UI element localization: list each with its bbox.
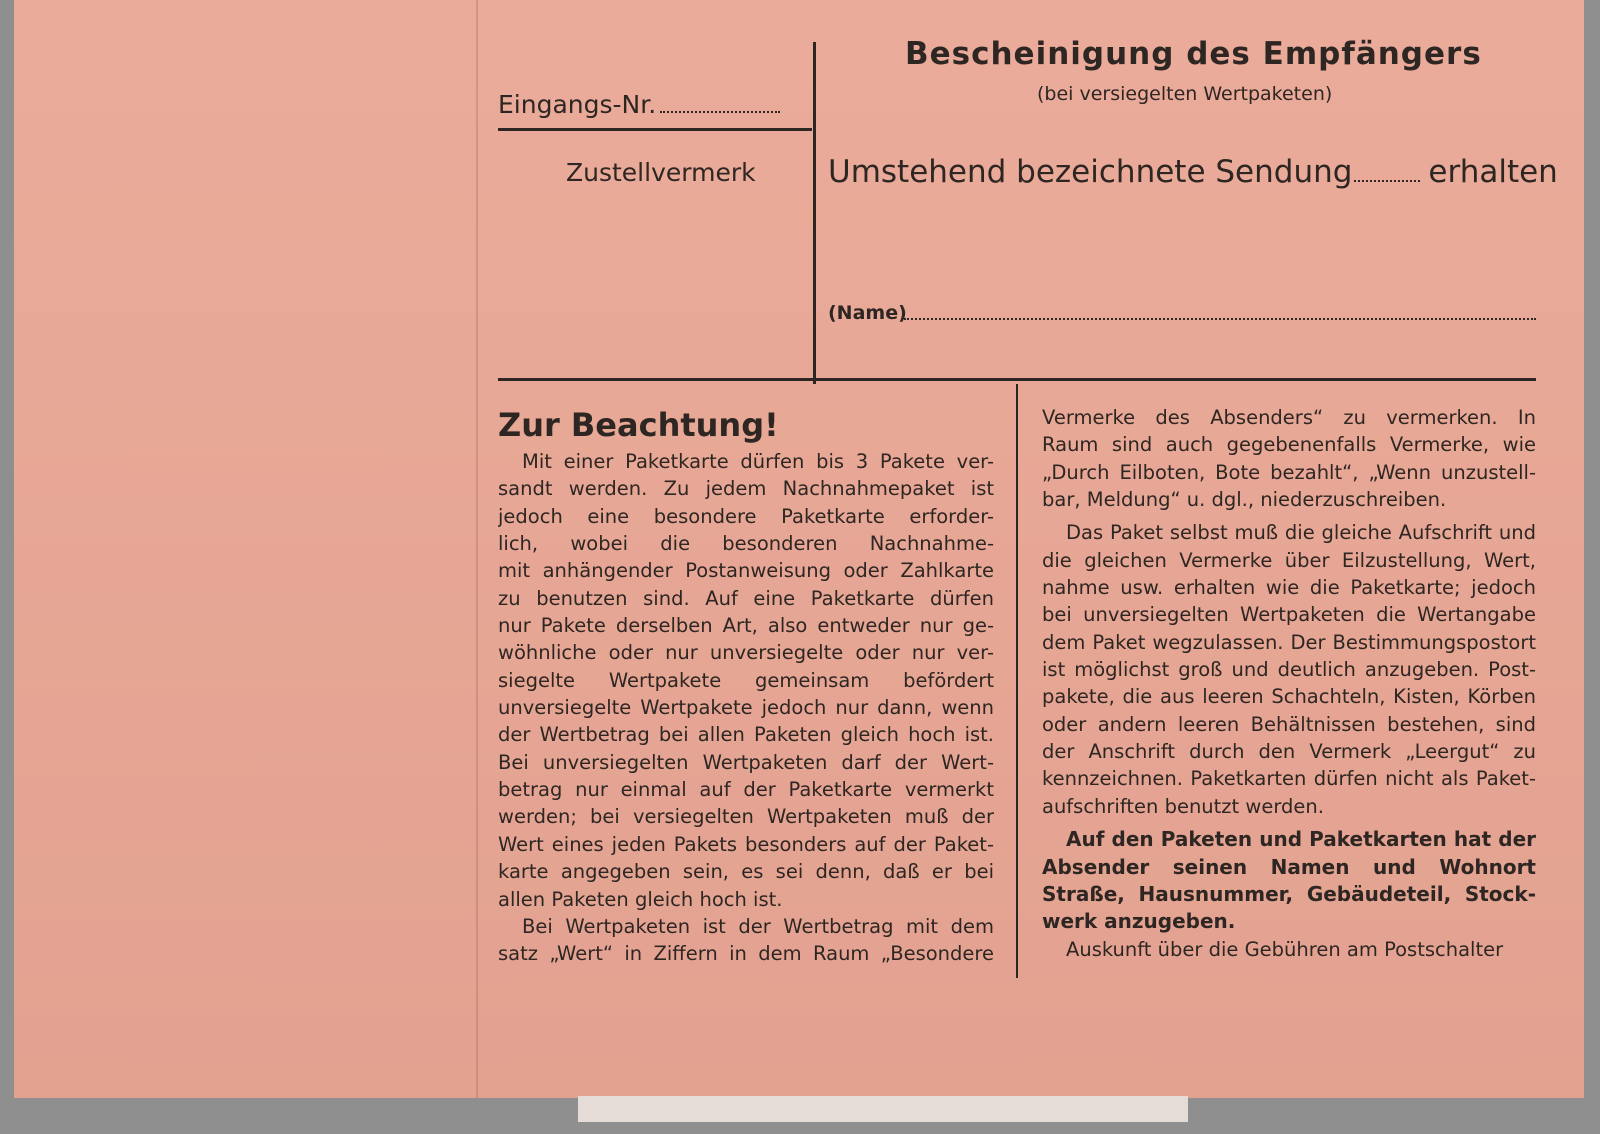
notice-line: oder andern leeren Behältnissen bestehen, sind [1042, 712, 1536, 736]
notice-bold-line: Auf den Paketen und Paketkarten hat der [1066, 827, 1536, 852]
notice-line: allen Paketen gleich hoch ist. [498, 887, 783, 911]
receipt-statement-start: Umstehend bezeichnete Sendung [828, 154, 1353, 190]
eingangs-nr-label: Eingangs-Nr. [498, 90, 657, 119]
zustellvermerk-label: Zustellvermerk [566, 158, 756, 187]
notice-bold-line: Absender seinen Namen und Wohnort [1042, 854, 1536, 879]
notice-line: Vermerke des Absenders“ zu vermerken. In [1042, 406, 1536, 429]
notice-line: betrag nur einmal auf der Paketkarte vermerkt [498, 778, 994, 802]
receipt-dotted-line [1354, 180, 1420, 182]
header-bottom-rule [498, 378, 1536, 381]
notice-line: der Anschrift durch den Vermerk „Leergut“ zu [1042, 740, 1536, 764]
notice-line: unversiegelte Wertpakete jedoch nur dann, wenn [498, 696, 994, 720]
notice-line: sandt werden. Zu jedem Nachnahmepaket ist [498, 477, 994, 501]
notice-line: aufschriften benutzt werden. [1042, 794, 1324, 818]
fold-line [476, 0, 478, 1098]
receipt-statement [828, 154, 1558, 190]
notice-line: die gleichen Vermerke über Eilzustellung, Wert, [1042, 548, 1536, 572]
notice-line: werden; bei versiegelten Wertpaketen muß der [498, 805, 994, 829]
paper-strip [578, 1096, 1188, 1122]
notice-line: nur Pakete derselben Art, also entweder nur ge- [498, 614, 994, 638]
notice-bold-line: Straße, Hausnummer, Gebäudeteil, Stock- [1042, 881, 1536, 906]
notice-line: Wert eines jeden Pakets besonders auf der Paket- [498, 832, 994, 856]
notice-line: wöhnliche oder nur unversiegelte oder nur ver- [498, 641, 994, 665]
eingangs-nr-dotted-line [660, 111, 780, 113]
notice-line: dem Paket wegzulassen. Der Bestimmungspostort [1042, 630, 1536, 654]
notice-line: satz „Wert“ in Ziffern in dem Raum „Besondere [498, 942, 994, 966]
notice-line: lich, wobei die besonderen Nachnahme- [498, 532, 994, 556]
notice-line: nahme usw. erhalten wie die Paketkarte; jedoch [1042, 576, 1536, 600]
notice-line: zu benutzen sind. Auf eine Paketkarte dürfen [498, 586, 994, 610]
eingangs-nr-field [498, 90, 780, 119]
notice-left-column [498, 448, 994, 968]
notice-vertical-divider [1016, 384, 1018, 978]
notice-line: Bei Wertpaketen ist der Wertbetrag mit dem [522, 914, 994, 938]
notice-line: ist möglichst groß und deutlich anzugeben. Post- [1042, 658, 1536, 682]
notice-line: jedoch eine besondere Paketkarte erforder- [498, 504, 994, 528]
notice-bold-line: werk anzugeben. [1042, 909, 1236, 934]
notice-line: pakete, die aus leeren Schachteln, Kisten, Körben [1042, 685, 1536, 709]
name-label: (Name) [828, 302, 907, 324]
eingang-underline [498, 128, 812, 131]
notice-line: bei unversiegelten Wertpaketen die Wertangabe [1042, 603, 1536, 627]
notice-heading: Zur Beachtung! [498, 406, 779, 444]
name-dotted-line [904, 318, 1536, 320]
notice-right-column [1042, 404, 1536, 963]
notice-line: der Wertbetrag bei allen Paketen gleich hoch ist. [498, 723, 994, 747]
certificate-subtitle: (bei versiegelten Wertpaketen) [1037, 83, 1333, 105]
notice-line: Auskunft über die Gebühren am Postschalter [1066, 937, 1504, 961]
notice-line: Raum sind auch gegebenenfalls Vermerke, wie [1042, 433, 1536, 457]
notice-line: Das Paket selbst muß die gleiche Aufschrift und [1066, 521, 1536, 545]
notice-line: bar, Meldung“ u. dgl., niederzuschreiben. [1042, 488, 1447, 512]
notice-line: Mit einer Paketkarte dürfen bis 3 Pakete ver- [522, 450, 994, 473]
notice-line: „Durch Eilboten, Bote bezahlt“, „Wenn unzustell- [1042, 460, 1536, 484]
notice-line: siegelte Wertpakete gemeinsam befördert [498, 668, 994, 692]
notice-line: kennzeichnen. Paketkarten dürfen nicht als Paket- [1042, 767, 1536, 791]
header-vertical-divider [813, 42, 816, 384]
notice-line: mit anhängender Postanweisung oder Zahlkarte [498, 559, 994, 583]
notice-line: karte angegeben sein, es sei denn, daß er bei [498, 860, 994, 884]
certificate-title: Bescheinigung des Empfängers [905, 36, 1482, 72]
notice-line: Bei unversiegelten Wertpaketen darf der Wert- [498, 750, 994, 774]
receipt-statement-end: erhalten [1428, 154, 1558, 190]
